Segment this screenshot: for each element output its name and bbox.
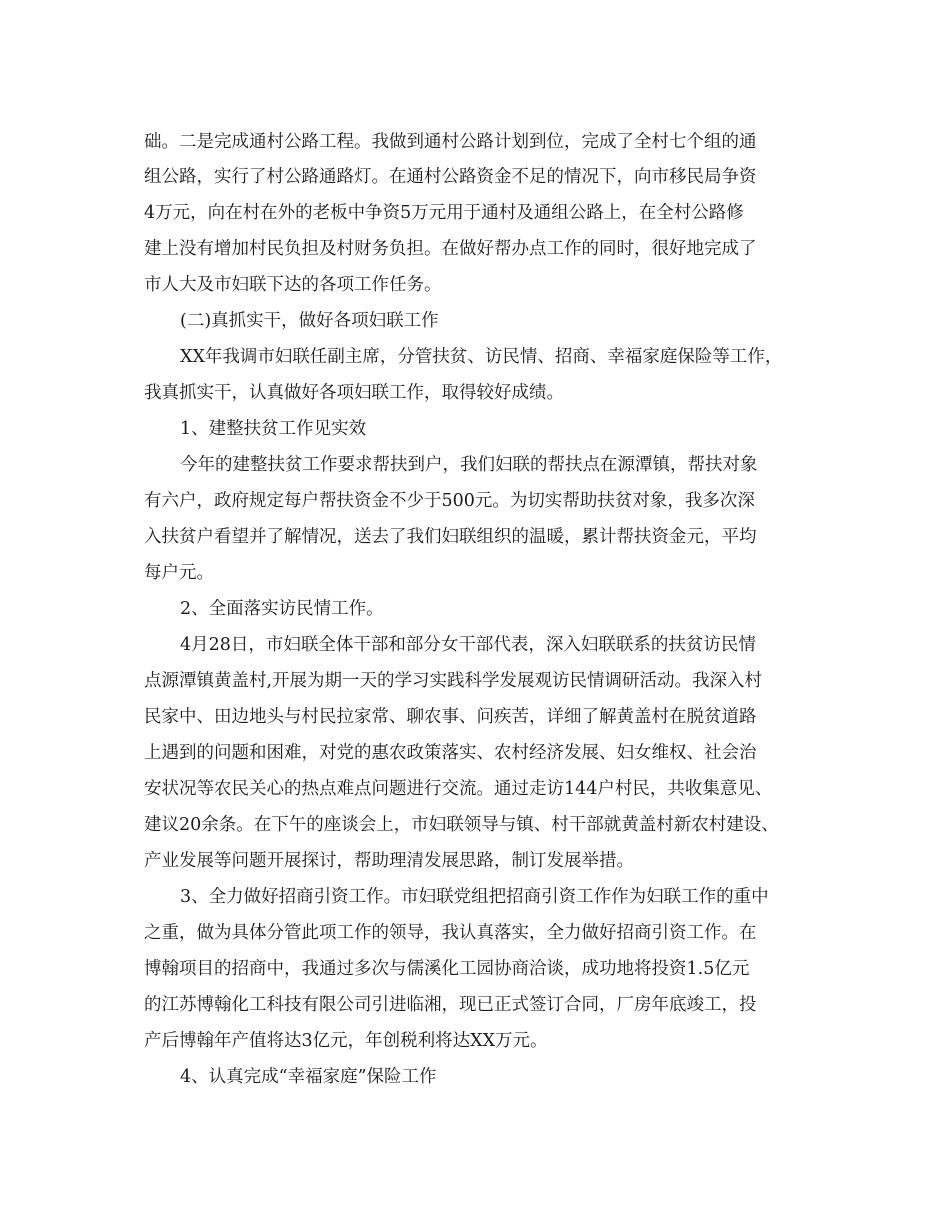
text-line: 上遇到的问题和困难，对党的惠农政策落实、农村经济发展、妇女维权、社会治 [144, 743, 757, 763]
text-line: 之重，做为具体分管此项工作的领导，我认真落实，全力做好招商引资工作。在 [144, 923, 757, 943]
text-line: 今年的建整扶贫工作要求帮扶到户，我们妇联的帮扶点在源潭镇，帮扶对象 [180, 455, 758, 475]
text-line: 市人大及市妇联下达的各项工作任务。 [144, 275, 442, 295]
subsection-heading: 2、全面落实访民情工作。 [180, 599, 384, 619]
text-line: 建议20余条。在下午的座谈会上，市妇联领导与镇、村干部就黄盖村新农村建设、 [144, 815, 779, 835]
text-line: 组公路，实行了村公路通路灯。在通村公路资金不足的情况下，向市移民局争资 [144, 167, 757, 187]
text-line: 的江苏博翰化工科技有限公司引进临湘，现已正式签订合同，厂房年底竣工，投 [144, 995, 757, 1015]
text-line: 4月28日，市妇联全体干部和部分女干部代表，深入妇联联系的扶贫访民情 [180, 635, 756, 655]
text-line: 产业发展等问题开展探讨，帮助理清发展思路，制订发展举措。 [144, 851, 634, 871]
text-line: 博翰项目的招商中，我通过多次与儒溪化工园协商洽谈，成功地将投资1.5亿元 [144, 959, 750, 979]
text-line: 每户元。 [144, 563, 214, 583]
text-line: 民家中、田边地头与村民拉家常、聊农事、问疾苦，详细了解黄盖村在脱贫道路 [144, 707, 757, 727]
text-line: 点源潭镇黄盖村,开展为期一天的学习实践科学发展观访民情调研活动。我深入村 [144, 671, 763, 691]
text-line: XX年我调市妇联任副主席，分管扶贫、访民情、招商、幸福家庭保险等工作， [180, 347, 783, 367]
text-line: 安状况等农民关心的热点难点问题进行交流。通过走访144户村民，共收集意见、 [144, 779, 773, 799]
text-line: 产后博翰年产值将达3亿元，年创税利将达XX万元。 [144, 1031, 548, 1051]
text-line: 3、全力做好招商引资工作。市妇联党组把招商引资工作作为妇联工作的重中 [180, 887, 769, 907]
text-line: 有六户，政府规定每户帮扶资金不少于500元。为切实帮助扶贫对象，我多次深 [144, 491, 755, 511]
subsection-heading: 4、认真完成“幸福家庭”保险工作 [180, 1067, 437, 1087]
text-line: 础。二是完成通村公路工程。我做到通村公路计划到位，完成了全村七个组的通 [144, 132, 757, 152]
section-heading: (二)真抓实干，做好各项妇联工作 [180, 311, 439, 331]
text-line: 入扶贫户看望并了解情况，送去了我们妇联组织的温暖，累计帮扶资金元，平均 [144, 527, 757, 547]
subsection-heading: 1、建整扶贫工作见实效 [180, 419, 367, 439]
text-line: 我真抓实干，认真做好各项妇联工作，取得较好成绩。 [144, 383, 564, 403]
text-line: 建上没有增加村民负担及村财务负担。在做好帮办点工作的同时，很好地完成了 [144, 239, 757, 259]
text-line: 4万元，向在村在外的老板中争资5万元用于通村及通组公路上，在全村公路修 [144, 203, 744, 223]
